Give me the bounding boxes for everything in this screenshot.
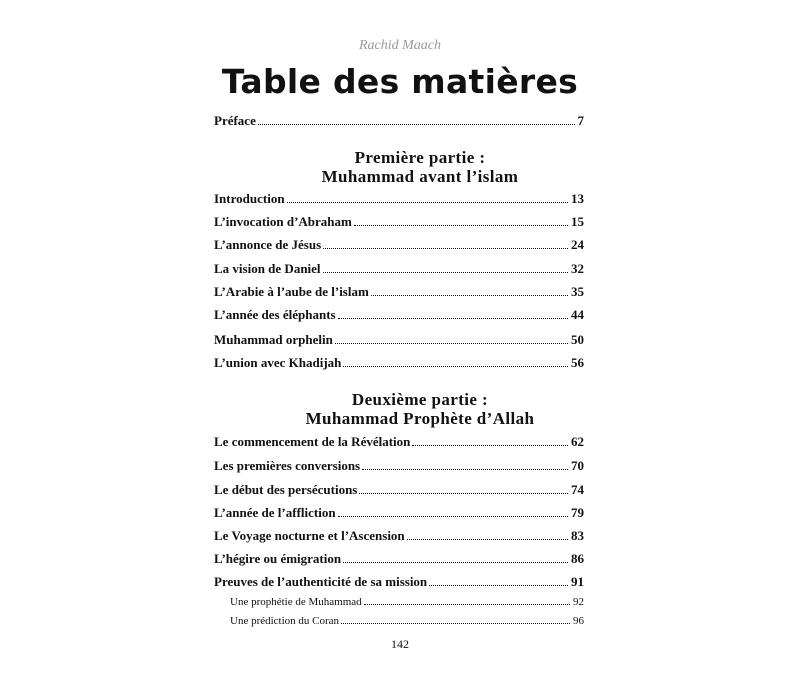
toc-subentry [230,613,584,629]
toc-entry-page: 86 [571,551,584,566]
dot-leader [335,343,568,344]
part-heading-2-line2: Muhammad Prophète d’Allah [305,409,535,428]
toc-entry-page: 44 [571,307,584,322]
toc-entry-label: Muhammad orphelin [214,332,333,347]
toc-entry-page: 35 [571,284,584,299]
toc-entry-label: Les premières conversions [214,458,361,473]
toc-entry-label: L’année de l’affliction [214,505,336,520]
dot-leader [287,202,568,203]
toc-entry-label: Le commencement de la Révélation [214,434,411,449]
toc-entry-preface [214,113,584,129]
toc-entry [214,307,584,323]
dot-leader [323,248,568,249]
toc-entry-page: 32 [571,261,584,276]
running-header-author: Rachid Maach [358,38,442,53]
toc-entry-label: Preuves de l’authenticité de sa mission [214,574,428,589]
dot-leader [354,225,568,226]
toc-entry-page: 62 [571,434,584,449]
toc-entry [214,237,584,253]
dot-leader [429,585,568,586]
toc-subentry-page: 92 [573,596,584,608]
toc-entry [214,482,584,498]
toc-entry-label: Préface [214,113,256,128]
page-title: Table des matières [221,62,579,101]
toc-entry-page: 15 [571,214,584,229]
part-heading-1-line2: Muhammad avant l’islam [321,167,519,186]
toc-entry [214,574,584,590]
dot-leader [359,493,568,494]
toc-entry-page: 7 [577,113,584,128]
toc-entry [214,355,584,371]
toc-entry-label: Le Voyage nocturne et l’Ascension [214,528,405,543]
toc-entry [214,332,584,348]
toc-subentry-label: Une prophétie de Muhammad [230,596,362,608]
toc-subentry-page: 96 [573,615,584,627]
toc-entry-page: 70 [571,458,584,473]
toc-entry [214,214,584,230]
toc-entry-page: 74 [571,482,584,497]
dot-leader [323,272,568,273]
toc-entry-page: 56 [571,355,584,370]
dot-leader [364,604,570,605]
toc-entry [214,434,584,450]
toc-entry-page: 83 [571,528,584,543]
toc-entry-label: L’hégire ou émigration [214,551,342,566]
toc-entry [214,528,584,544]
dot-leader [371,295,568,296]
toc-entry-page: 79 [571,505,584,520]
toc-entry-label: L’année des éléphants [214,307,336,322]
dot-leader [343,366,568,367]
dot-leader [341,623,570,624]
dot-leader [338,318,568,319]
toc-entry [214,191,584,207]
toc-subentry [230,594,584,610]
toc-entry [214,505,584,521]
toc-entry-label: L’Arabie à l’aube de l’islam [214,284,369,299]
toc-entry-label: Introduction [214,191,285,206]
toc-entry-page: 13 [571,191,584,206]
part-heading-1-line1: Première partie : [354,148,486,167]
toc-entry [214,551,584,567]
page-number: 142 [391,637,409,651]
toc-entry [214,261,584,277]
dot-leader [343,562,568,563]
dot-leader [412,445,568,446]
toc-entry-page: 24 [571,237,584,252]
toc-entry-page: 50 [571,332,584,347]
toc-entry-label: L’annonce de Jésus [214,237,322,252]
toc-entry [214,284,584,300]
toc-entry [214,458,584,474]
part-heading-2-line1: Deuxième partie : [351,390,489,409]
toc-entry-label: L’union avec Khadijah [214,355,342,370]
toc-subentry-label: Une prédiction du Coran [230,615,340,627]
dot-leader [362,469,568,470]
dot-leader [258,124,575,125]
dot-leader [407,539,568,540]
dot-leader [338,516,568,517]
toc-entry-label: La vision de Daniel [214,261,321,276]
toc-entry-page: 91 [571,574,584,589]
toc-entry-label: Le début des persécutions [214,482,358,497]
toc-entry-label: L’invocation d’Abraham [214,214,352,229]
